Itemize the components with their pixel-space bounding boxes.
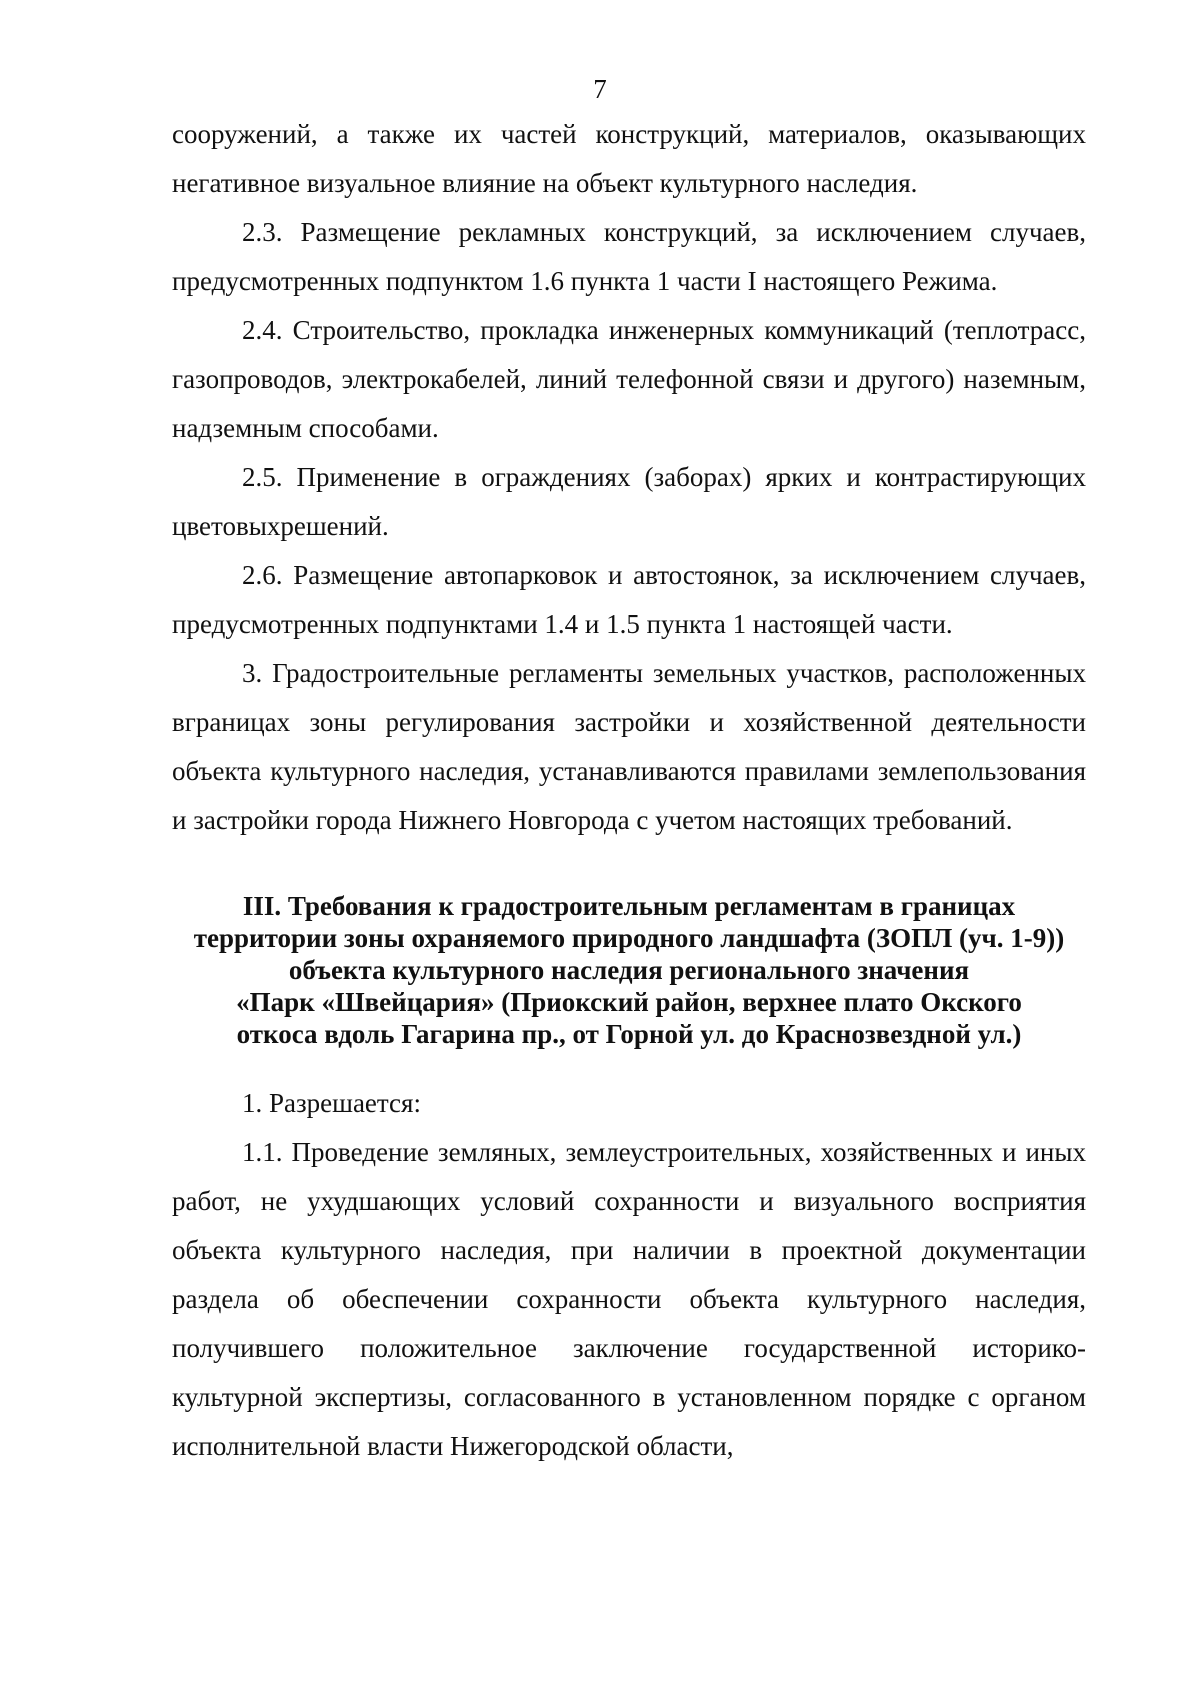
paragraph-1-1: 1.1. Проведение земляных, землеустроительных, хозяйственных и иных работ, не ухудшающих условий сохранности и визуального восприятия объекта культурного наследия, при наличии в проектной документации раздела об обеспечении сохранности объекта культурного наследия, получившего положительное заключение государственной историко-культурной экспертизы, согласованного в установленном порядке с органом исполнительной власти Нижегородской области, (172, 1137, 1086, 1461)
heading-line: III. Требования к градостроительным регламентам в границах (242, 891, 1016, 921)
page-number: 7 (593, 74, 607, 104)
paragraph-2-4: 2.4. Строительство, прокладка инженерных коммуникаций (теплотрасс, газопроводов, электрокабелей, линий телефонной связи и другого) наземным, надземным способами. (172, 315, 1086, 443)
paragraph-3: 3. Градостроительные регламенты земельных участков, расположенных вграницах зоны регулирования застройки и хозяйственной деятельности объекта культурного наследия, устанавливаются правилами землепользования и застройки города Нижнего Новгорода с учетом настоящих требований. (172, 658, 1086, 835)
document-body (172, 110, 1086, 1471)
section-heading-iii (172, 890, 1086, 1050)
paragraph-2-5: 2.5. Применение в ограждениях (заборах) ярких и контрастирующих цветовыхрешений. (172, 462, 1086, 541)
heading-line: «Парк «Швейцария» (Приокский район, верхнее плато Окского (236, 987, 1022, 1017)
heading-line: откоса вдоль Гагарина пр., от Горной ул. до Краснозвездной ул.) (236, 1019, 1022, 1049)
heading-line: объекта культурного наследия регионального значения (288, 955, 970, 985)
heading-line: территории зоны охраняемого природного ландшафта (ЗОПЛ (уч. 1-9)) (193, 923, 1065, 953)
paragraph-2-6: 2.6. Размещение автопарковок и автостоянок, за исключением случаев, предусмотренных подпунктами 1.4 и 1.5 пункта 1 настоящей части. (172, 560, 1086, 639)
paragraph-continuation: сооружений, а также их частей конструкций, материалов, оказывающих негативное визуальное влияние на объект культурного наследия. (172, 119, 1086, 198)
paragraph-2-3: 2.3. Размещение рекламных конструкций, за исключением случаев, предусмотренных подпунктом 1.6 пункта 1 части I настоящего Режима. (172, 217, 1086, 296)
paragraph-1: 1. Разрешается: (242, 1088, 421, 1118)
